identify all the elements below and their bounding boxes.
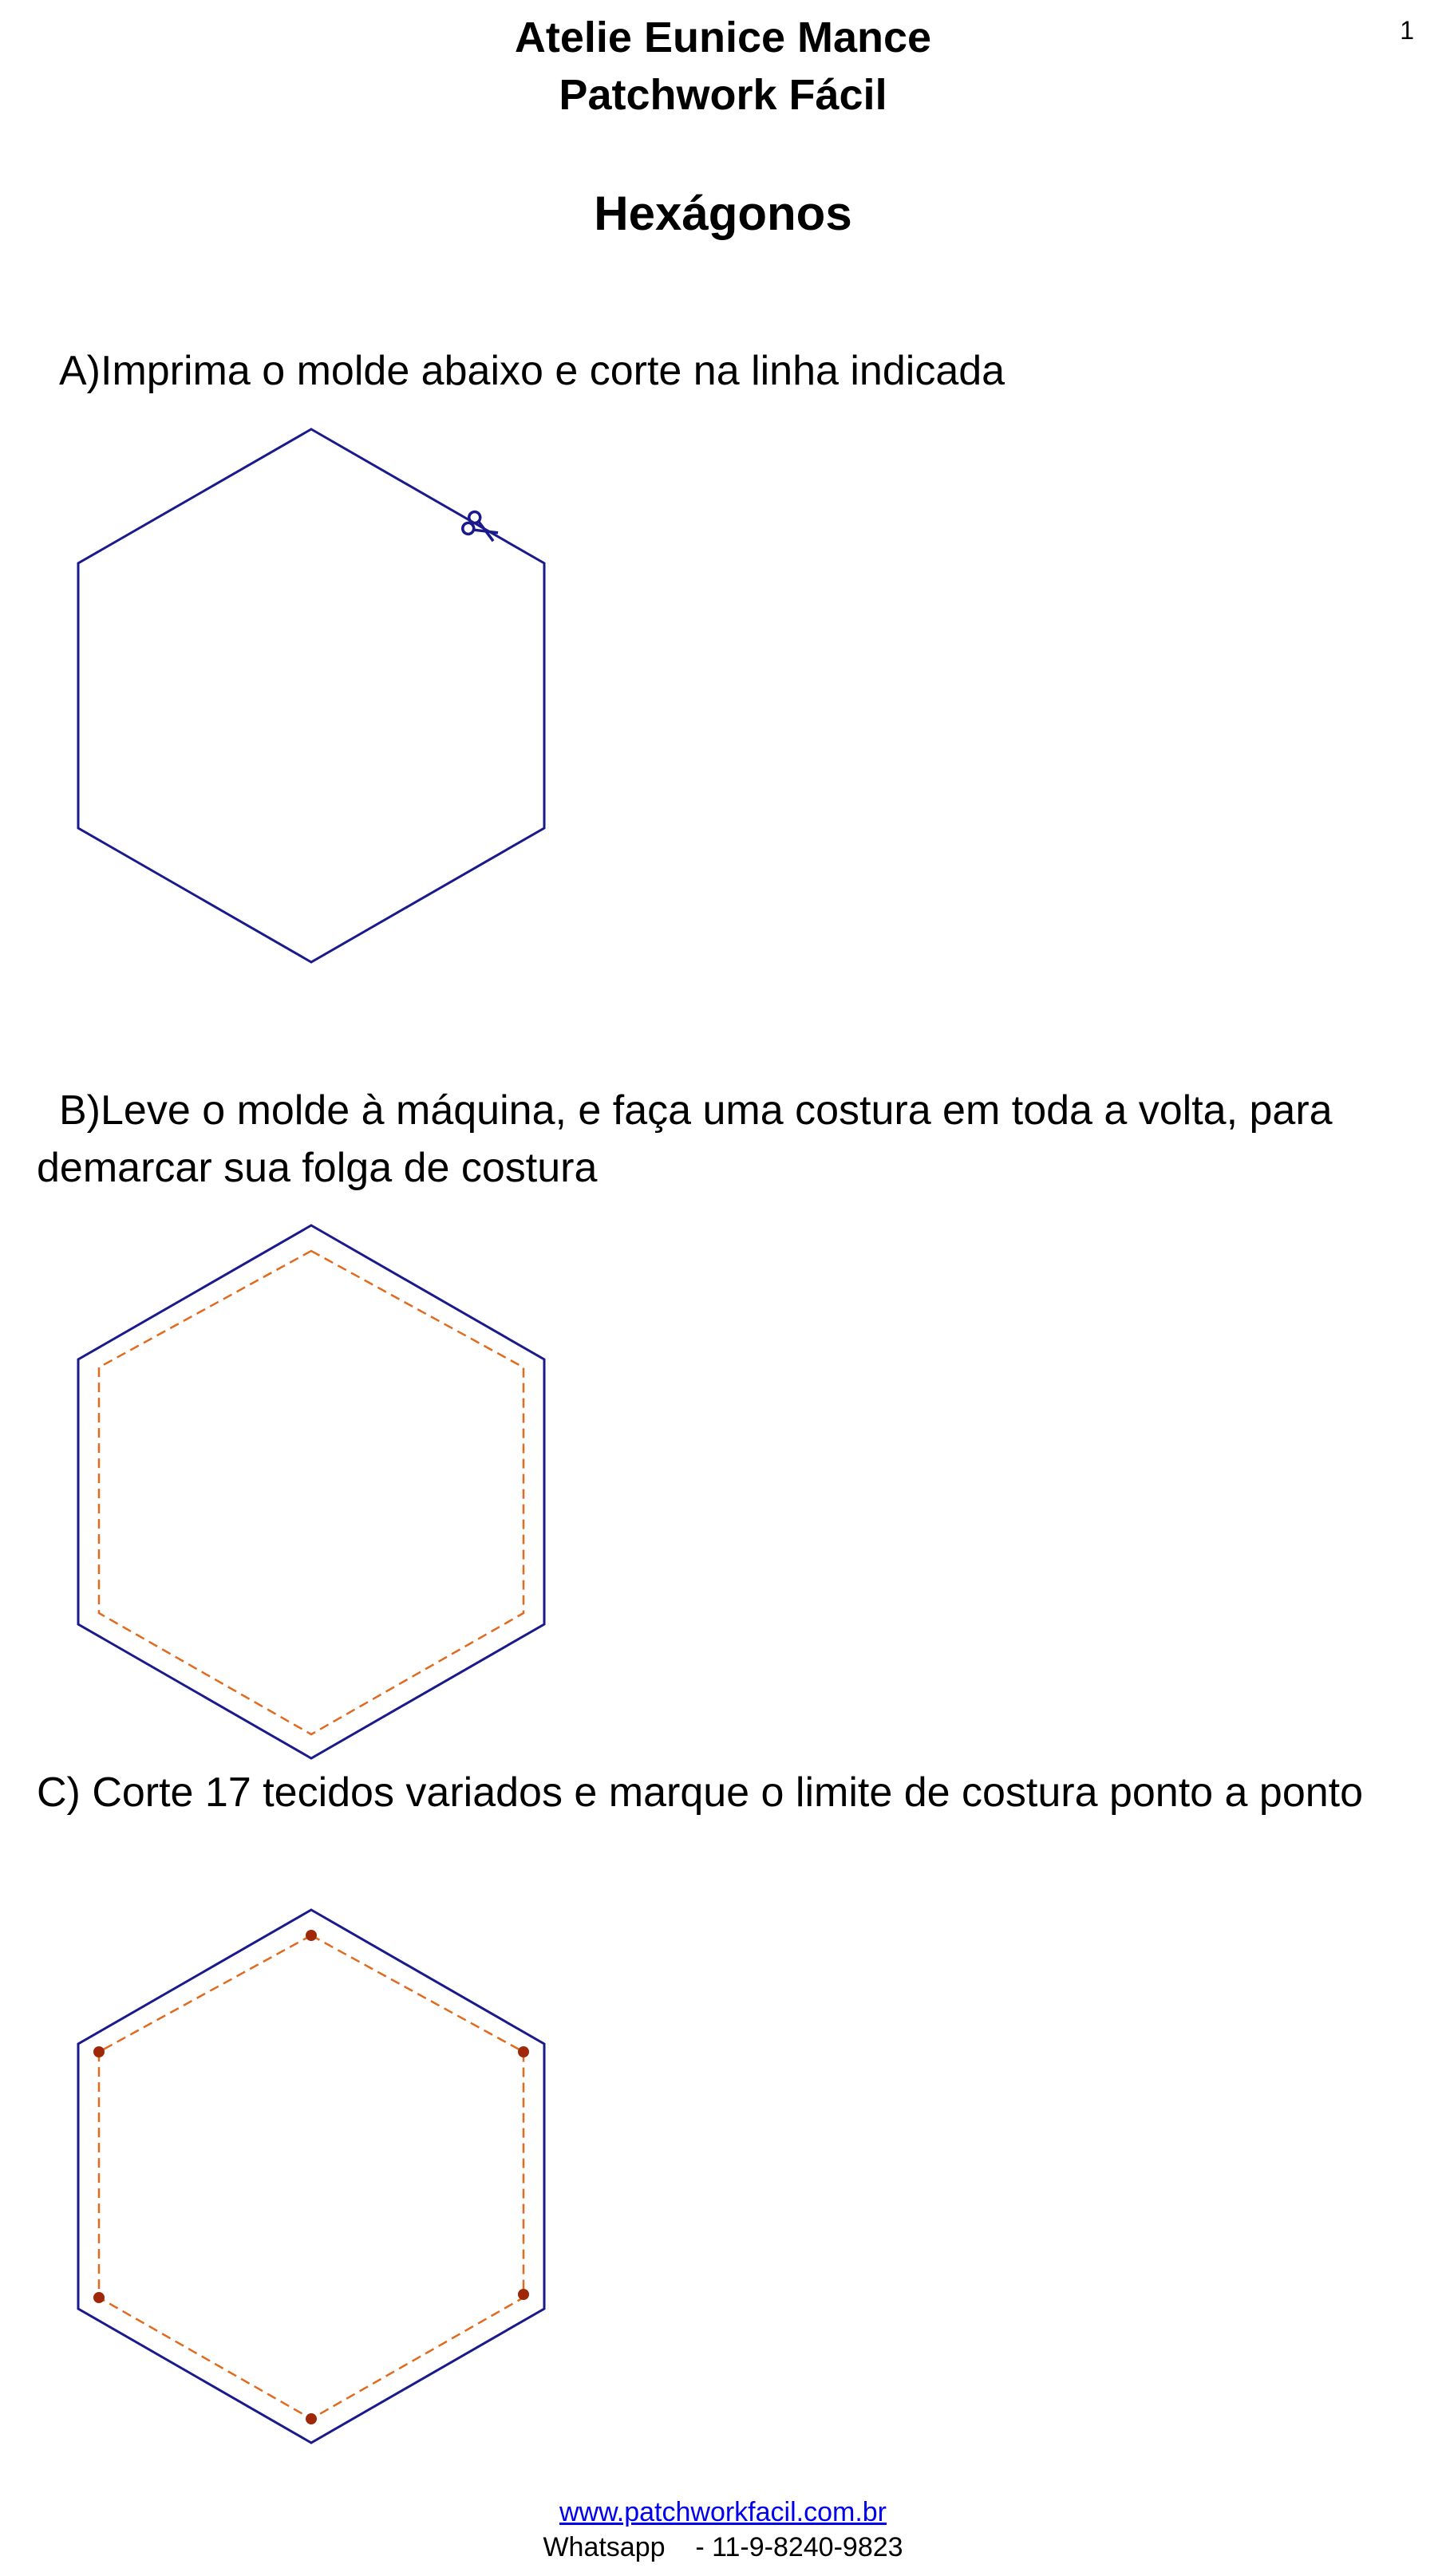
whatsapp-label: Whatsapp	[543, 2532, 666, 2562]
seam-point-marker	[518, 2046, 529, 2057]
whatsapp-number: - 11-9-8240-9823	[695, 2532, 903, 2562]
seam-allowance-line	[99, 1935, 523, 2419]
step-b-instruction-line1: B)Leve o molde à máquina, e faça uma costura em toda a volta, para	[59, 1087, 1333, 1134]
step-b-instruction-line2: demarcar sua folga de costura	[37, 1145, 598, 1191]
hexagon-template-figure	[72, 423, 551, 968]
step-c-instruction: C) Corte 17 tecidos variados e marque o limite de costura ponto a ponto	[37, 1769, 1364, 1816]
seam-point-marker	[93, 2292, 105, 2303]
page-number: 1	[1400, 16, 1414, 45]
website-link[interactable]: www.patchworkfacil.com.br	[559, 2497, 887, 2527]
seam-point-marker	[306, 1930, 317, 1941]
footer-contact	[0, 2531, 1446, 2564]
brand-title: Patchwork Fácil	[559, 71, 887, 119]
hexagon-seam-figure	[72, 1219, 551, 1765]
seam-point-marker	[306, 2413, 317, 2424]
hexagon-points-figure	[72, 1903, 551, 2449]
hexagon-cut-outline	[78, 429, 544, 962]
seam-point-marker	[93, 2046, 105, 2057]
footer-website	[0, 2495, 1446, 2529]
seam-allowance-line	[99, 1251, 523, 1734]
scissors-icon	[460, 510, 501, 547]
page-title: Hexágonos	[594, 187, 852, 240]
hexagon-cut-outline	[78, 1225, 544, 1758]
hexagon-cut-outline	[78, 1910, 544, 2443]
seam-point-marker	[518, 2289, 529, 2300]
atelier-title: Atelie Eunice Mance	[514, 14, 932, 61]
step-a-instruction: A)Imprima o molde abaixo e corte na linha indicada	[59, 348, 1005, 394]
